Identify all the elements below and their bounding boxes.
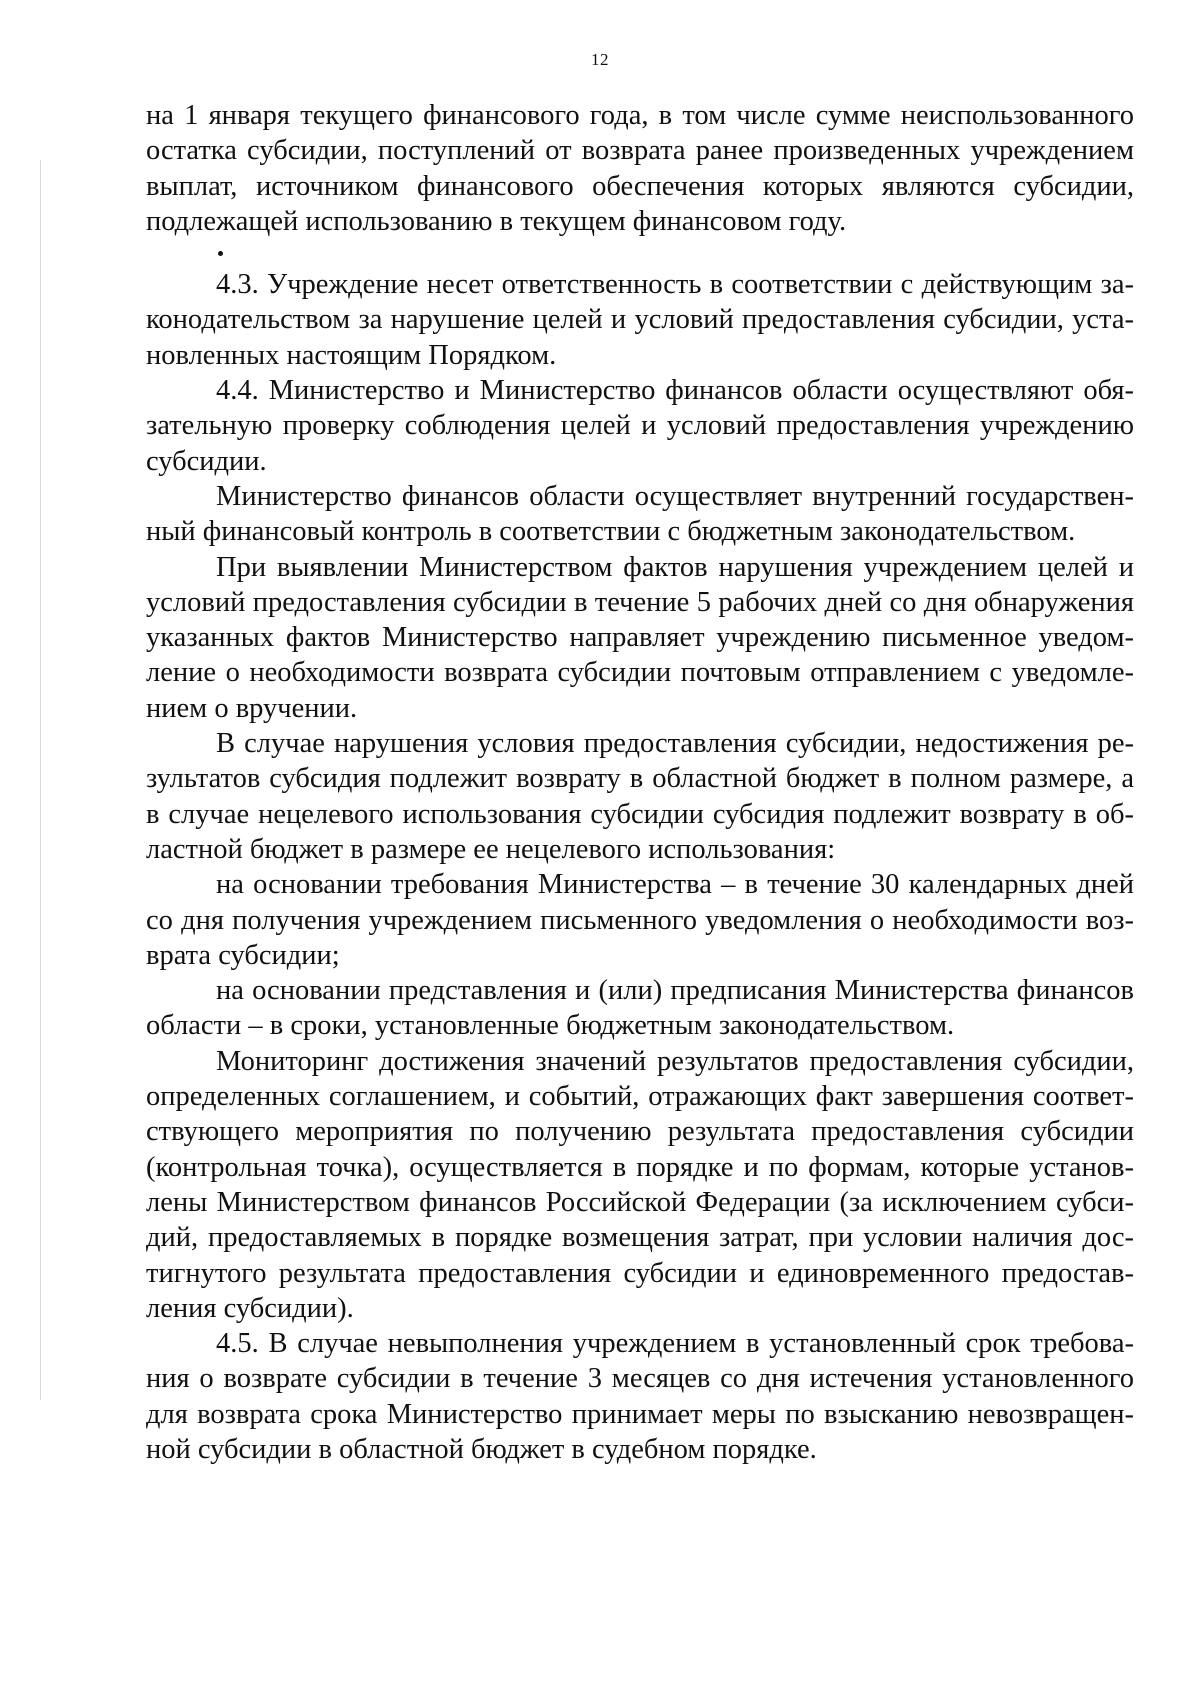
text-line: При выявлении Министерством фактов нарушения учреждением целей и	[216, 551, 1134, 583]
text-line: на 1 января текущего финансового года, в том числе сумме неиспользованного	[146, 100, 1134, 131]
text-line: остатка субсидии, поступлений от возврата ранее произведенных учреждением	[146, 135, 1134, 167]
text-line: лены Министерством финансов Российской Федерации (за исключением субси-	[146, 1186, 1134, 1218]
text-line: нием о вручении.	[146, 692, 358, 724]
paragraph-violation-notice	[146, 550, 1134, 726]
text-line: дий, предоставляемых в порядке возмещения затрат, при условии наличия дос-	[146, 1222, 1134, 1254]
text-line: условий предоставления субсидии в течение 5 рабочих дней со дня обнаружения	[146, 586, 1134, 618]
paragraph-refund-by-order	[146, 973, 1134, 1044]
text-line: субсидии.	[146, 445, 267, 477]
paragraph-4-4	[146, 373, 1134, 479]
text-line: конодательством за нарушение целей и условий предоставления субсидии, уста-	[146, 304, 1134, 336]
page-number: 12	[591, 50, 609, 69]
text-line: ствующего мероприятия по получению результата предоставления субсидии	[146, 1116, 1134, 1148]
text-line: на основании представления и (или) предписания Министерства финансов	[216, 975, 1134, 1007]
paragraph-finance-control	[146, 479, 1134, 550]
paragraph-4-3	[146, 267, 1134, 373]
text-line: В случае нарушения условия предоставления субсидии, недостижения ре-	[216, 728, 1134, 760]
paragraph-gap	[146, 239, 1134, 267]
text-line: 4.3. Учреждение несет ответственность в соответствии с действующим за-	[216, 269, 1134, 301]
stray-dot-mark	[218, 251, 223, 256]
text-line: выплат, источником финансового обеспечения которых являются субсидии,	[146, 170, 1134, 202]
text-line: определенных соглашением, и событий, отражающих факт завершения соответ-	[146, 1081, 1134, 1113]
text-line: ления субсидии).	[146, 1292, 354, 1324]
scan-edge-mark	[40, 160, 41, 1400]
paragraph-refund-by-requirement	[146, 867, 1134, 973]
text-line: для возврата срока Министерство принимает меры по взысканию невозвращен-	[146, 1398, 1134, 1430]
text-line: на основании требования Министерства – в течение 30 календарных дней	[216, 869, 1134, 901]
paragraph-refund-conditions	[146, 726, 1134, 867]
text-line: в случае нецелевого использования субсидии субсидия подлежит возврату в об-	[146, 798, 1134, 830]
paragraph-continuation	[146, 98, 1134, 239]
text-line: ление о необходимости возврата субсидии почтовым отправлением с уведомле-	[146, 657, 1134, 689]
text-line: новленных настоящим Порядком.	[146, 339, 557, 371]
text-line: зультатов субсидия подлежит возврату в областной бюджет в полном размере, а	[146, 763, 1134, 795]
paragraph-monitoring	[146, 1044, 1134, 1326]
text-line: со дня получения учреждением письменного уведомления о необходимости воз-	[146, 904, 1134, 936]
text-line: Мониторинг достижения значений результатов предоставления субсидии,	[216, 1045, 1134, 1077]
text-line: ния о возврате субсидии в течение 3 месяцев со дня истечения установленного	[146, 1363, 1134, 1395]
text-line: тигнутого результата предоставления субсидии и единовременного предостав-	[146, 1257, 1134, 1289]
text-line: области – в сроки, установленные бюджетным законодательством.	[146, 1010, 955, 1042]
text-line: 4.4. Министерство и Министерство финансов области осуществляют обя-	[216, 375, 1134, 407]
text-line: подлежащей использованию в текущем финансовом году.	[146, 205, 847, 237]
paragraph-4-5	[146, 1326, 1134, 1467]
text-line: зательную проверку соблюдения целей и условий предоставления учреждению	[146, 410, 1134, 442]
text-line: ной субсидии в областной бюджет в судебном порядке.	[146, 1433, 817, 1465]
text-line: ный финансовый контроль в соответствии с бюджетным законодательством.	[146, 516, 1076, 548]
text-line: указанных фактов Министерство направляет учреждению письменное уведом-	[146, 622, 1134, 654]
document-body	[146, 98, 1134, 1467]
text-line: Министерство финансов области осуществляет внутренний государствен-	[216, 480, 1134, 512]
text-line: ластной бюджет в размере ее нецелевого использования:	[146, 833, 836, 865]
text-line: (контрольная точка), осуществляется в порядке и по формам, которые установ-	[146, 1151, 1134, 1183]
text-line: врата субсидии;	[146, 939, 340, 971]
text-line: 4.5. В случае невыполнения учреждением в установленный срок требова-	[216, 1328, 1134, 1360]
